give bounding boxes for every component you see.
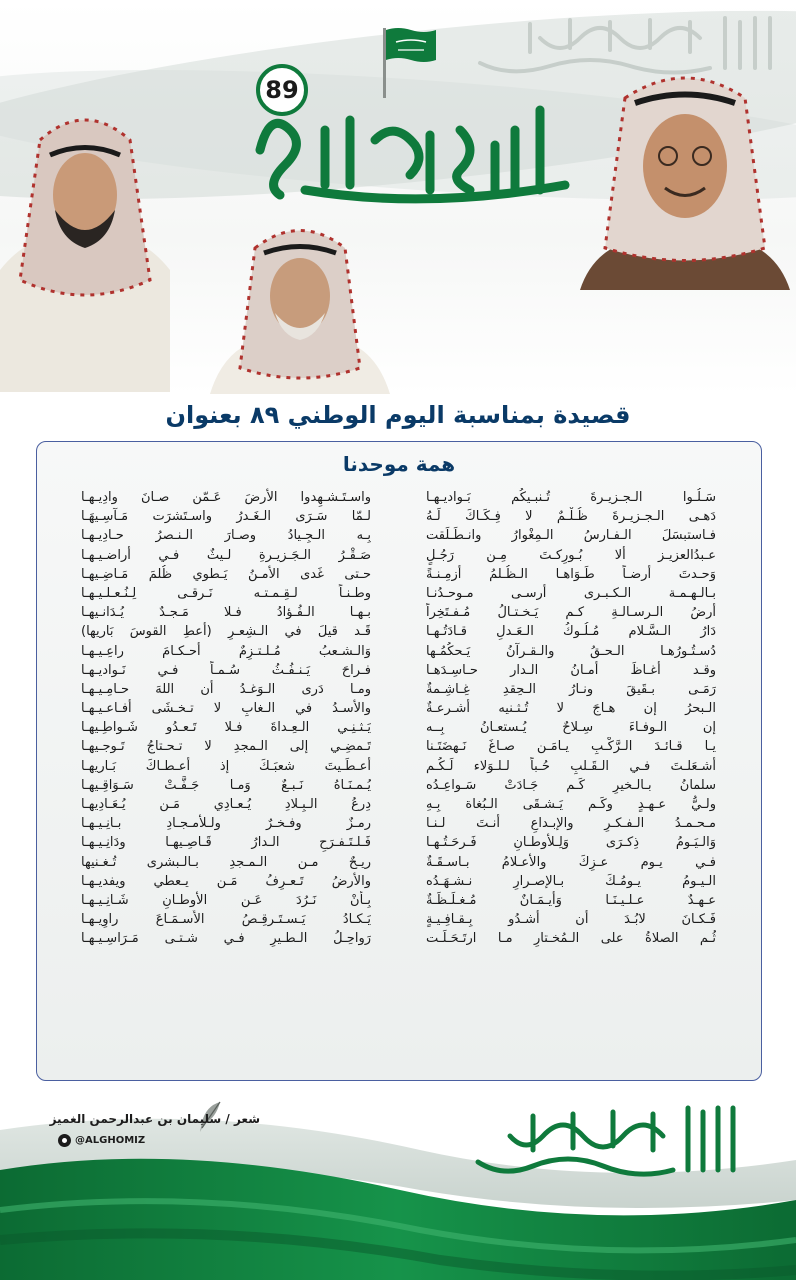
portrait-king [200,218,400,394]
edition-badge [256,64,308,116]
poem-column-right [426,488,716,949]
verse-line: تَـمضِـي إلى الـمجدِ لا تـحـتاجُ تَـوجـيهـا [81,739,371,755]
poem-column-left [81,488,371,949]
verse-line: الـيـومُ يـومُـكَ بـالإصـرارِ نـشـهَـدُه [426,873,716,889]
verse-line: فـي يـوم عـزِكَ والأعـلامُ بـاسـقَـةٌ [426,854,716,870]
portrait-founder [580,58,790,290]
verse-line: واسـتَـشـهِدوا الأرضَ عَـمّن صـانَ وادِيـهـا [81,490,371,505]
verse-line: صَـقْـرُ الـجَـزيـرةِ لـيثٌ فـي أراضـيـهـا [81,547,371,563]
verse-line: أشـعَلـتَ فـي الـقَـلبِ حُـباً لـلـوَلاء لَـكُـم [426,758,716,774]
handle-text: @ALGHOMIZ [75,1135,146,1146]
verse-line: سَـلُـوا الـجـزيـرةَ تُـنبـيكُم بَـواديـهـا [426,490,716,505]
verse-line: رمـزٌ وفـخـرٌ ولـلأمـجـادِ بـانِـيـهـا [81,816,371,832]
verse-line: دُسـتُـورُهـا الـحـقُ والـقـرآنُ يَـحكُمُـها [426,643,716,659]
verse-line: مـحـمـدُ الـفـكـرِ والإبـداعِ أنـتَ لـنـا [426,816,716,832]
verse-line: بِـه الـجِـيادُ وصـارَ الـنـصرُ حـادِيـهـا [81,528,371,544]
edition-number: 89 [265,76,299,104]
verse-line: فـاستبسَلَ الـفـارسُ الـمِغْوارُ وانـطَـلَقت [426,528,716,544]
poem-title: همة موحدنا [342,452,456,476]
verse-line: والأسـدُ في الـغابِ لا تـخـشَى أفـاعـيـهـا [81,701,371,717]
verse-line: وَالـيَـومُ ذِكـرَى وَلِـلأوطـانِ فَـرحَـتُـهـا [426,835,716,851]
verse-line: عـهـدٌ عـلـيـنَـا وَأيـمَـانٌ مُـغـلَـظَـةٌ [426,892,716,908]
poem-body [37,488,761,1074]
verse-line: فَـلـتَـفـرَحِ الـدارُ قَـاصِـيهـا ودَانِـيـهـا [81,835,371,851]
verse-line: والأرضُ تَـعـرِفُ مَـن يـعطي ويفديـهـا [81,873,371,889]
verse-line: رَمَـى بـقَيقَ ونـارُ الـحِقدِ غِـاشِـمةٌ [426,681,716,697]
shahada-calligraphy-icon [468,1100,748,1180]
verse-line: وَحـدتَ أرضـاً طَـوَاهـا الـظُـلمُ أزمِـنـةً [426,566,716,582]
verse-line: أرضُ الـرسـالـةِ كـم يَـخـتـالُ مُـفـتَخِراً [426,605,716,621]
poem-box [36,441,762,1081]
verse-line: سلمانُ بـالـخيرِ كَـم جَـادَتْ سَـواعِـدُه [426,777,716,793]
verse-line: وقـد أغـاظَ أمـانُ الـدار حـاسِـدَهـا [426,662,716,678]
verse-line: بِـأنْ نَـرُدَ عَـن الأوطـانِ شَـانِـيـهـا [81,892,371,908]
page-title: قصيدة بمناسبة اليوم الوطني ٨٩ بعنوان [165,401,631,429]
verse-line: الـبحرُ إن هـاجَ لا تُـثـنيه أشـرعـةٌ [426,701,716,717]
verse-line: رَواحِـلُ الـطـيرِ فـي شـتـى مَـرَاسِـيـهـا [81,931,371,947]
portrait-crown-prince [0,100,170,392]
verse-line: يُـمـنَـاهُ نَـبـعٌ وَمـا جَـفَّـتْ سَـوَاقِـيهـا [81,777,371,793]
header-banner [0,0,796,395]
verse-line: وطـنـاً لـقِـمـتـه نَـرقـى لِـنُـعـلـيـهـا [81,585,371,601]
verse-line: بـالـهـمـة الـكـبـرى أرسـى مـوحـدُنـا [426,585,716,601]
verse-line: دَارُ الـسَّـلام مُـلُـوكُ الـعَـدلِ قـادَتُـهـا [426,624,716,640]
verse-line: دَهـى الـجـزيـرةَ ظُـلْـمٌ لا فِـكَـاكَ لَـهُ [426,509,716,525]
at-icon [58,1134,71,1147]
verse-line: ثُـم الصلاةُ على الـمُخـتارِ مـا ارتَـحَـلَـت [426,931,716,947]
verse-line: قَـد قيلَ في الـشِعـرِ (أعطِ القوسَ بَاريها) [81,624,371,640]
verse-line: بـهـا الـفُـؤادُ فـلا مَـجـدٌ يُـدَانـيهـا [81,605,371,621]
saudi-flag-icon [386,28,436,62]
verse-line: فَـكـانَ لابُـدَ أن أشـدُو بِـقـافِـيـةٍ [426,912,716,928]
verse-line: عـبدُالعزيـز ألا بُـورِكـتَ مِـن رَجُـلٍ [426,547,716,563]
verse-line: حـتى غَدى الأمـنُ يَـطوي ظُلمَ مَـاضِـيهـا [81,566,371,582]
social-handle [58,1134,145,1147]
verse-line: وَالـشـعبُ مُـلـتـزِمٌ أحـكـامَ راعِـيـهـا [81,643,371,659]
author-credit: شعر / سليمان بن عبدالرحمن الغميز [49,1112,260,1126]
verse-line: إن الـوفـاءَ سِـلاحٌ يُـستعـانُ بِــه [426,720,716,736]
verse-line: يَـكـادُ يَـسـتَـرقِـصُ الأَسـمَـاعَ راوِيـهـا [81,912,371,928]
verse-line: لـمّا سَـرَى الـغَـدرُ واسـتَشرَت مَـآسِـيهَـا [81,509,371,525]
verse-line: فـراحَ يَـنـفُـثُ سُـمـاً فـي نَـواديـهـا [81,662,371,678]
verse-line: ومـا دَرى الـوَغـدُ أن اللهَ حـامِـيـهـا [81,681,371,697]
verse-line: يـا قـائـدَ الـرَّكْـبِ يـامَـن صـاغَ نَـهضَتَـنا [426,739,716,755]
verse-line: ريـحٌ مـن الـمـجدِ بـالـبشرى تُـغـنيها [81,854,371,870]
verse-line: يَـثـنِـي الـعِـداةَ فـلا تَـعـدُو شَـواطِـيهـا [81,720,371,736]
verse-line: أعـطَـيتَ شعبَـكَ إذ أعـطـاكَ بَـاريهـا [81,758,371,774]
verse-line: دِرعُ الـبِـلادِ يُـعـادِي مَـن يُـعَـادِيهـا [81,797,371,812]
verse-line: ولـيُّ عـهـدٍ وكَـم يَـشـقَى الـبُغاة بِـهِ [426,797,716,812]
